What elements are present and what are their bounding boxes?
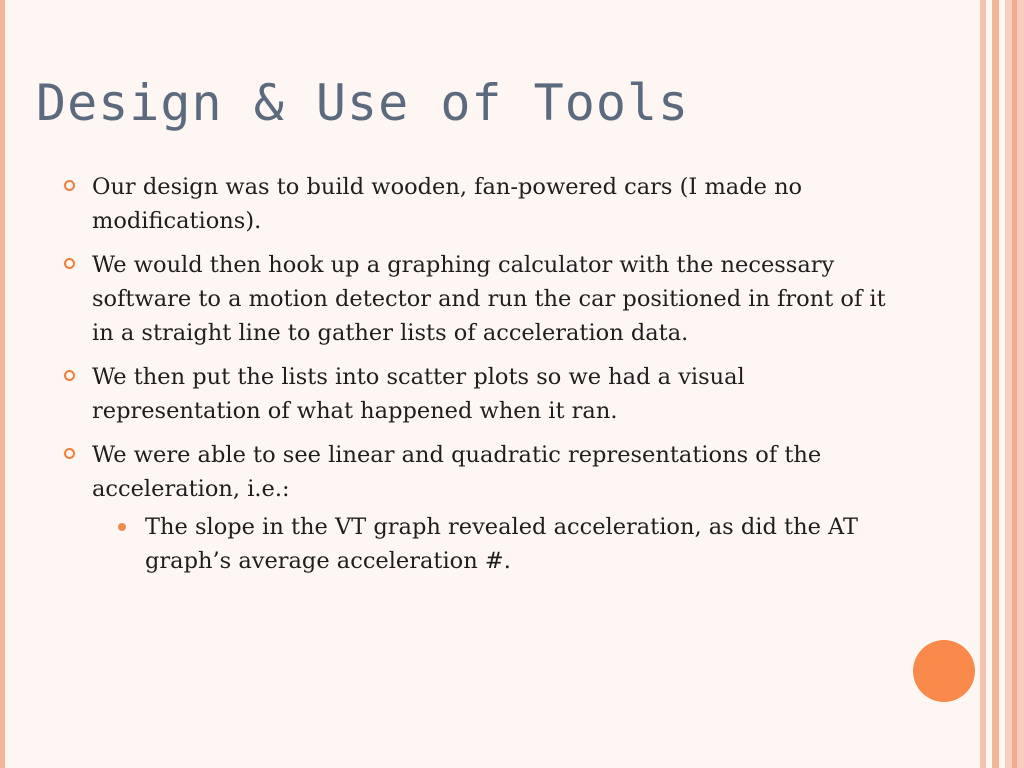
ring-bullet-icon	[64, 448, 75, 459]
stripe	[992, 0, 999, 768]
bullet-text: We were able to see linear and quadratic representations of the acceleration, i.e.:	[92, 442, 822, 502]
ring-bullet-icon	[64, 180, 75, 191]
bullet-list	[58, 170, 888, 578]
bullet-text: Our design was to build wooden, fan-powered cars (I made no modifications).	[92, 174, 803, 234]
bullet-item	[58, 170, 888, 238]
stripe	[980, 0, 986, 768]
slide-title: Design & Use of Tools	[36, 74, 690, 132]
left-border-stripe	[0, 0, 5, 768]
bullet-item	[58, 360, 888, 428]
ring-bullet-icon	[64, 258, 75, 269]
sub-bullet-item	[58, 510, 888, 578]
bullet-item	[58, 438, 888, 506]
right-decorative-stripes	[980, 0, 1024, 768]
dot-bullet-icon	[118, 523, 126, 531]
orange-circle-decoration	[913, 640, 975, 702]
stripe	[1012, 0, 1017, 768]
ring-bullet-icon	[64, 370, 75, 381]
sub-bullet-text: The slope in the VT graph revealed acceleration, as did the AT graph’s average acceleration #.	[145, 514, 859, 574]
bullet-text: We then put the lists into scatter plots so we had a visual representation of what happened when it ran.	[92, 364, 745, 424]
bullet-item	[58, 248, 888, 350]
bullet-text: We would then hook up a graphing calculator with the necessary software to a motion detector and run the car positioned in front of it in a straight line to gather lists of acceleration data.	[92, 252, 886, 346]
